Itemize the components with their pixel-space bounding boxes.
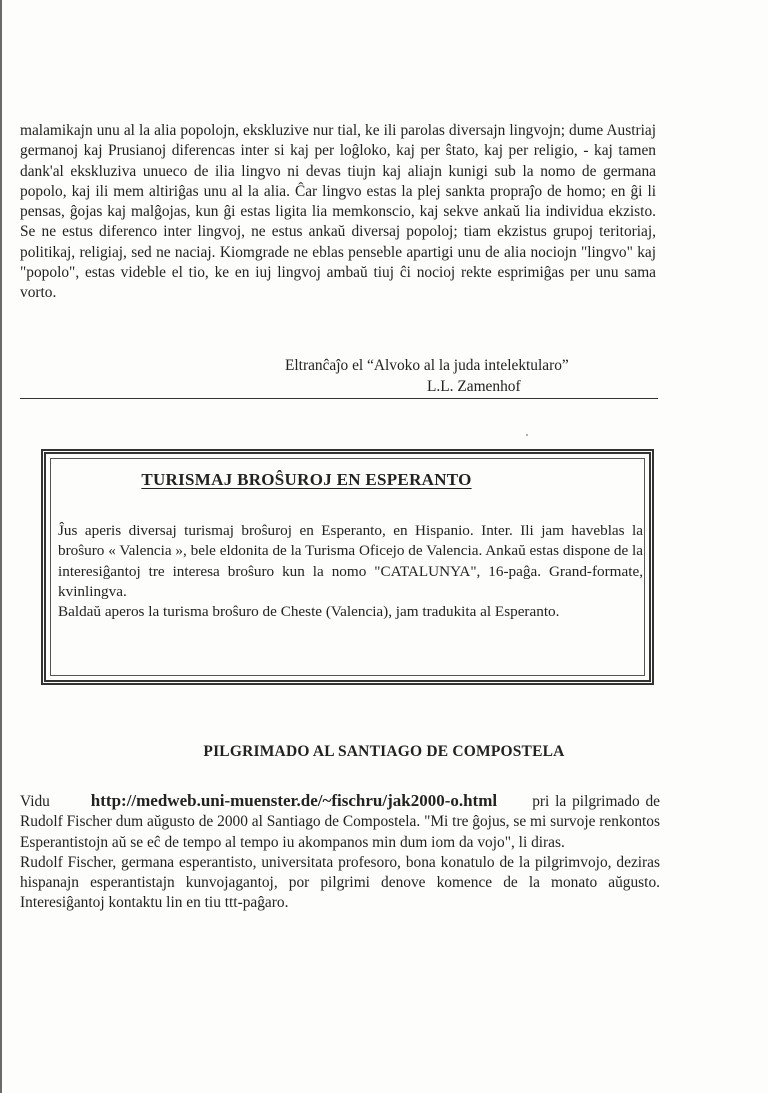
article-paragraph: malamikajn unu al la alia popolojn, ekskluzive nur tial, ke ili parolas diversajn lingvojn; dume Austriaj germanoj kaj Prusianoj diferencas inter si kaj per loĝloko, kaj per ŝtato, kaj per religio, - kaj tamen dank'al ekskluziva unueco de ilia lingvo ni devas tiujn kaj aliajn kunigi sub la nomo de germana popolo, kaj ili mem altiriĝas unu al la alia. Ĉar lingvo estas la plej sankta propraĵo de homo; en ĝi li pensas, ĝojas kaj malĝojas, kun ĝi estas ligita lia memkonscio, kaj sekve ankaŭ lia individua ekzisto. Se ne estus diferenco inter lingvoj, ne estus ankaŭ diversaj popoloj; tiam ekzistus grupoj teritoriaj, politikaj, religiaj, sed ne naciaj. Kiomgrade ne eblas penseble apartigi unu de alia nociojn "lingvo" kaj "popolo", estas videble el tio, ke en iuj lingvoj ambaŭ tiuj ĉi nocioj rekte esprimiĝas per unu sama vorto. [20, 122, 656, 302]
scan-speck [526, 434, 528, 436]
article-source-line: Eltranĉaĵo el “Alvoko al la juda intelektularo” [285, 357, 569, 374]
article-author: L.L. Zamenhof [427, 378, 521, 395]
brochure-paragraph: Ĵus aperis diversaj turismaj broŝuroj en Esperanto, en Hispanio. Inter. Ili jam haveblas la broŝuro « Valencia », bele eldonita de la Turisma Oficejo de Valencia. Ankaŭ estas dispone de la interesiĝantoj tre interesa broŝuro kun la nomo "CATALUNYA", 16-paĝa. Grand-formate, kvinlingva. [58, 522, 643, 600]
page-left-edge [0, 0, 2, 1093]
pilgrimage-url-link[interactable]: http://medweb.uni-muenster.de/~fischru/jak2000-o.html [90, 791, 498, 810]
brochure-box-text [58, 521, 643, 622]
pilgrimage-text [20, 791, 660, 914]
brochure-box-title: TURISMAJ BROŜUROJ EN ESPERANTO [141, 470, 472, 489]
section-divider [20, 398, 658, 399]
pilgrimage-title: PILGRIMADO AL SANTIAGO DE COMPOSTELA [203, 743, 565, 760]
pilgrimage-intro-word: Vidu [20, 793, 50, 810]
brochure-paragraph-2: Baldaŭ aperos la turisma broŝuro de Cheste (Valencia), jam tradukita al Esperanto. [58, 603, 560, 621]
pilgrimage-paragraph: pri la pilgrimado de Rudolf Fischer dum aŭgusto de 2000 al Santiago de Compostela. "Mi tre ĝojus, se mi survoje renkontos Esperantistojn aŭ se eĉ de tempo al tempo iu akompanos min dum iom da vojo", li diras. [20, 793, 661, 851]
pilgrimage-paragraph-2: Rudolf Fischer, germana esperantisto, universitata profesoro, bona konatulo de la pilgrimvojo, deziras hispanajn esperantistajn kunvojagantoj, por pilgrimi denove komence de la monato aŭgusto. Interesiĝantoj kontaktu lin en tiu ttt-paĝaro. [20, 853, 660, 912]
